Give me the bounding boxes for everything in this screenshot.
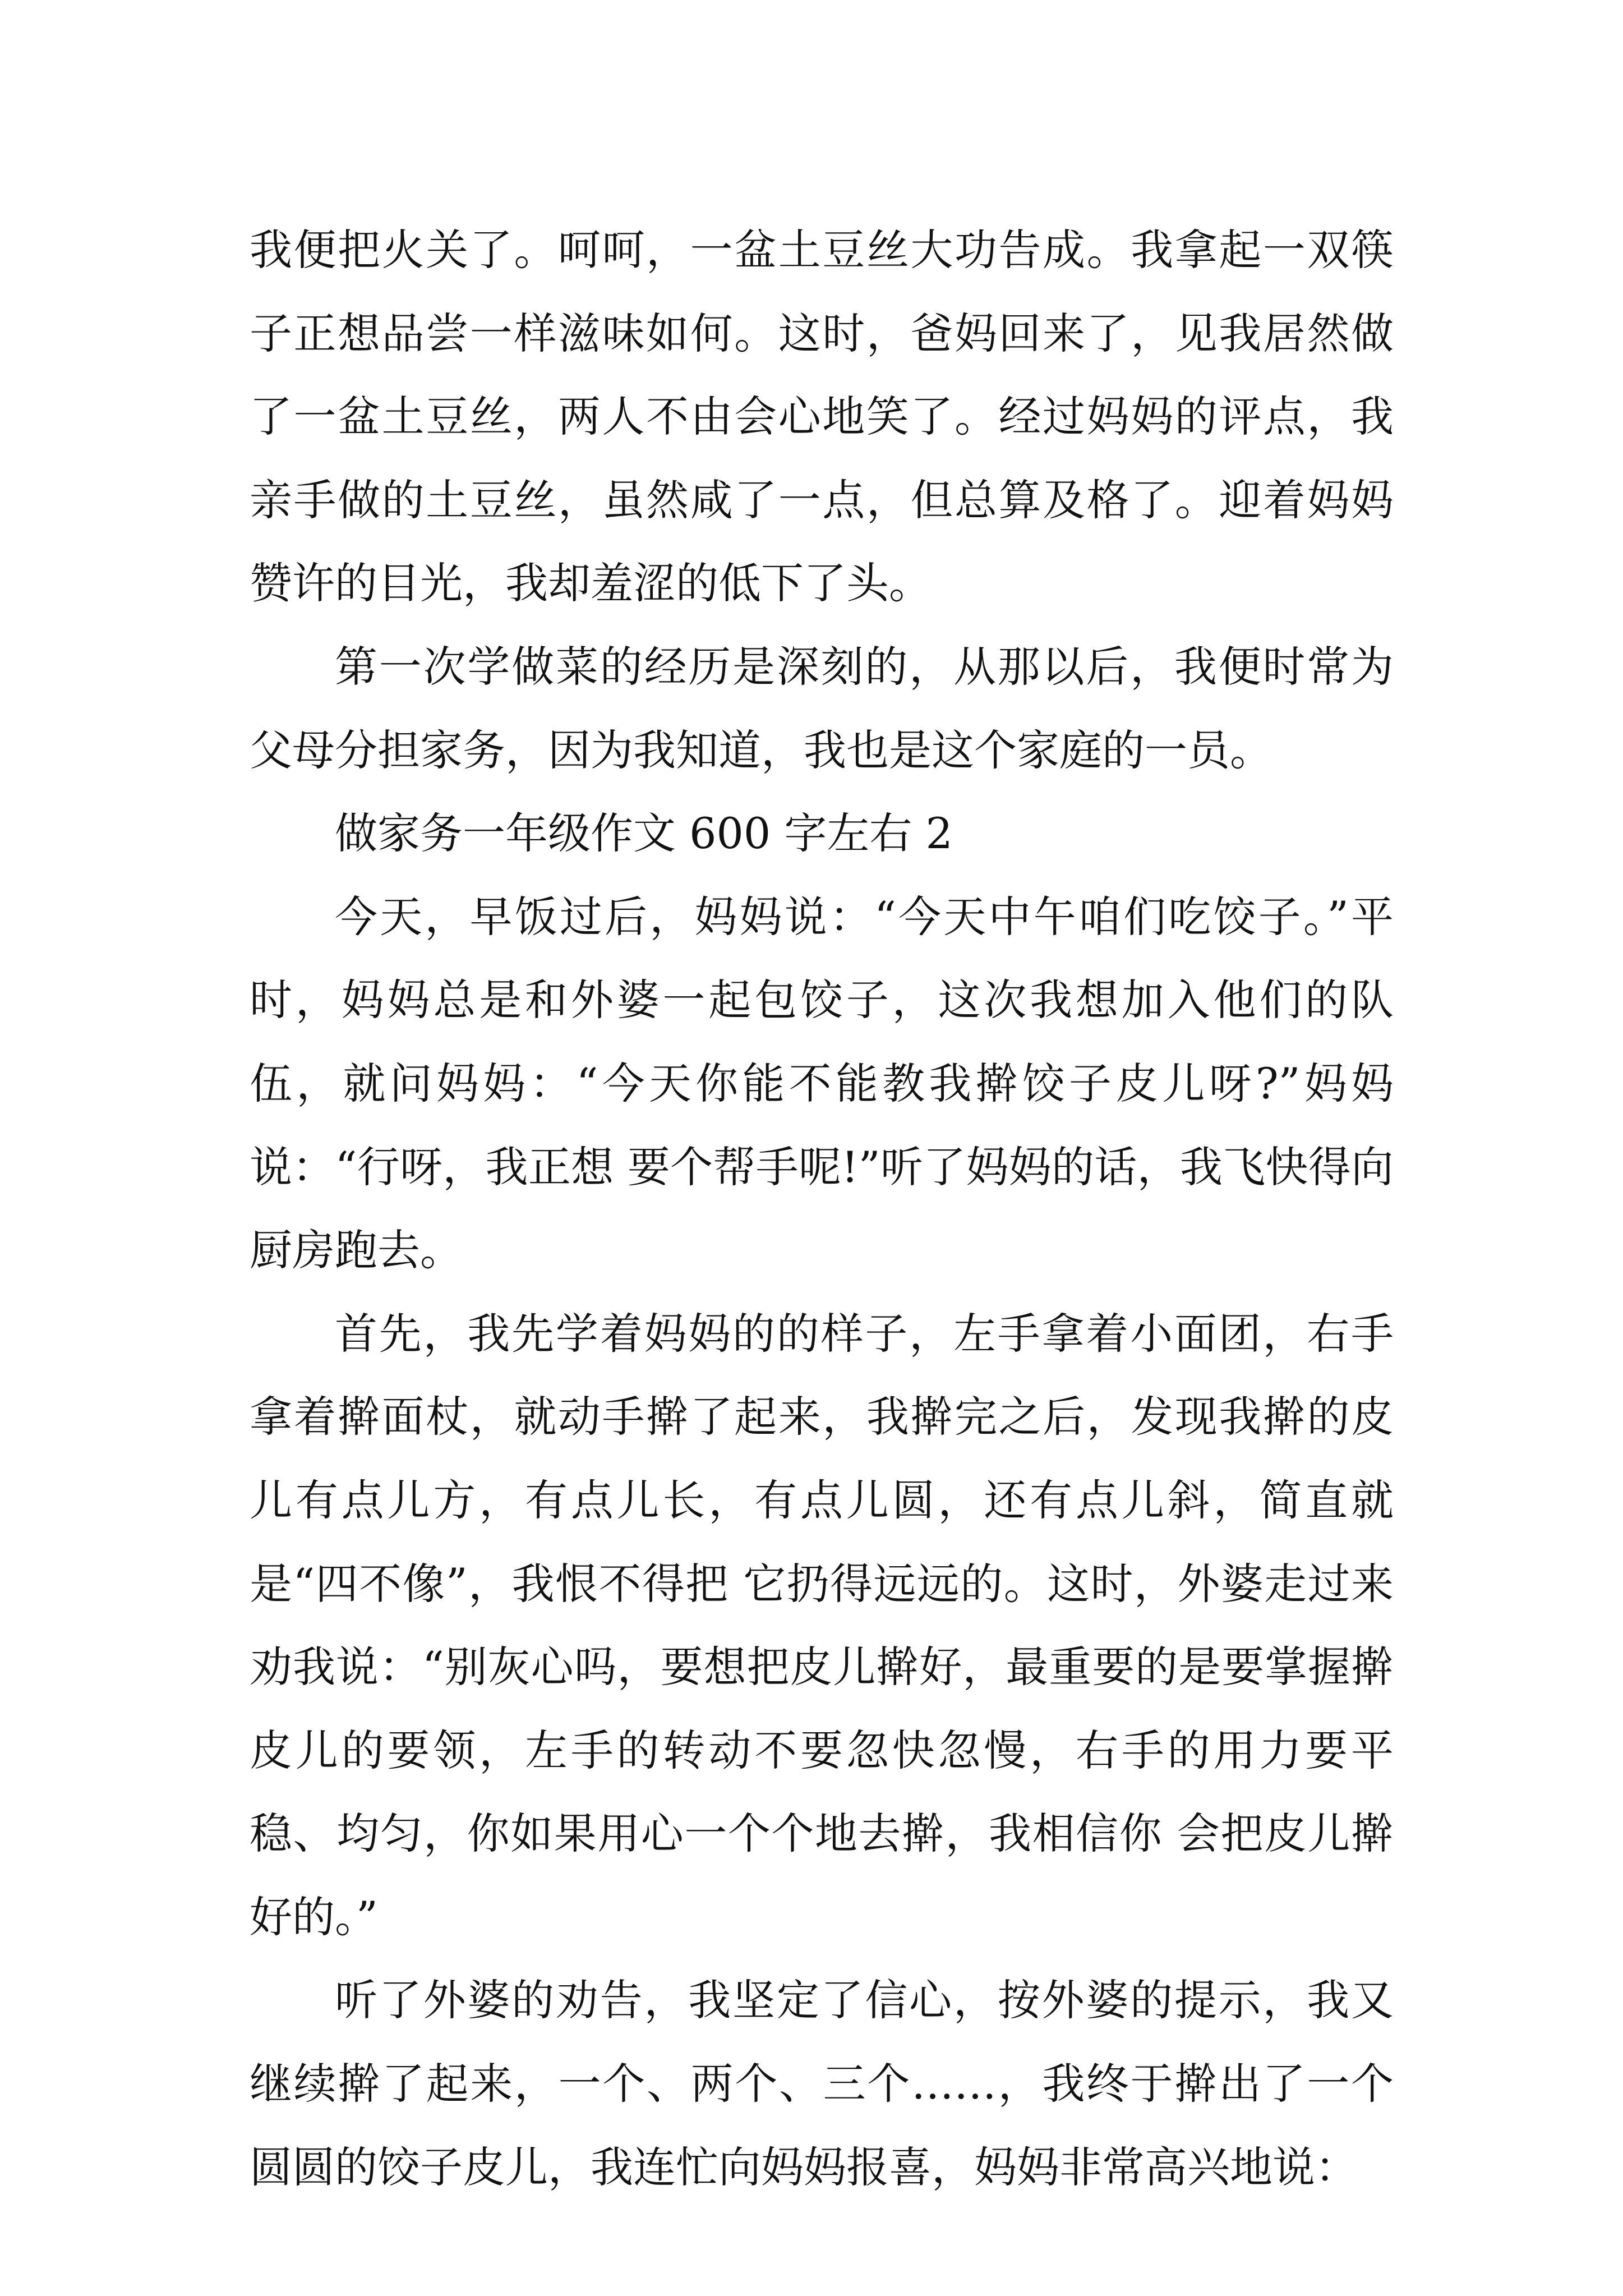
paragraph-intro: 今天，早饭过后，妈妈说：“今天中午咱们吃饺子。”平时，妈妈总是和外婆一起包饺子，这次我想加入他们的队伍，就问妈妈：“今天你能不能教我擀饺子皮儿呀?”妈妈说：“行呀，我正想 要个帮手呢!”听了妈妈的话，我飞快得向厨房跑去。: [250, 891, 1394, 1276]
paragraph-reflection: 第一次学做菜的经历是深刻的，从那以后，我便时常为父母分担家务，因为我知道，我也是这个家庭的一员。: [250, 641, 1394, 775]
paragraph-continuation: 我便把火关了。呵呵，一盆土豆丝大功告成。我拿起一双筷子正想品尝一样滋味如何。这时，爸妈回来了，见我居然做了一盆土豆丝，两人不由会心地笑了。经过妈妈的评点，我亲手做的土豆丝，虽然咸了一点，但总算及格了。迎着妈妈赞许的目光，我却羞涩的低下了头。: [250, 225, 1394, 609]
essay-body: [250, 209, 1394, 2209]
paragraph-success: 听了外婆的劝告，我坚定了信心，按外婆的提示，我又继续擀了起来，一个、两个、三个……，我终于擀出了一个圆圆的饺子皮儿，我连忙向妈妈报喜，妈妈非常高兴地说：: [250, 1975, 1394, 2192]
paragraph-first-attempt: 首先，我先学着妈妈的的样子，左手拿着小面团，右手拿着擀面杖，就动手擀了起来，我擀完之后，发现我擀的皮儿有点儿方，有点儿长，有点儿圆，还有点儿斜，简直就是“四不像”，我恨不得把 它扔得远远的。这时，外婆走过来劝我说：“别灰心吗，要想把皮儿擀好，最重要的是要掌握擀皮儿的要领，左手的转动不要忽快忽慢，右手的用力要平稳、均匀，你如果用心一个个地去擀，我相信你 会把皮儿擀好的。”: [250, 1308, 1394, 1942]
essay-title: 做家务一年级作文 600 字左右 2: [335, 808, 953, 859]
